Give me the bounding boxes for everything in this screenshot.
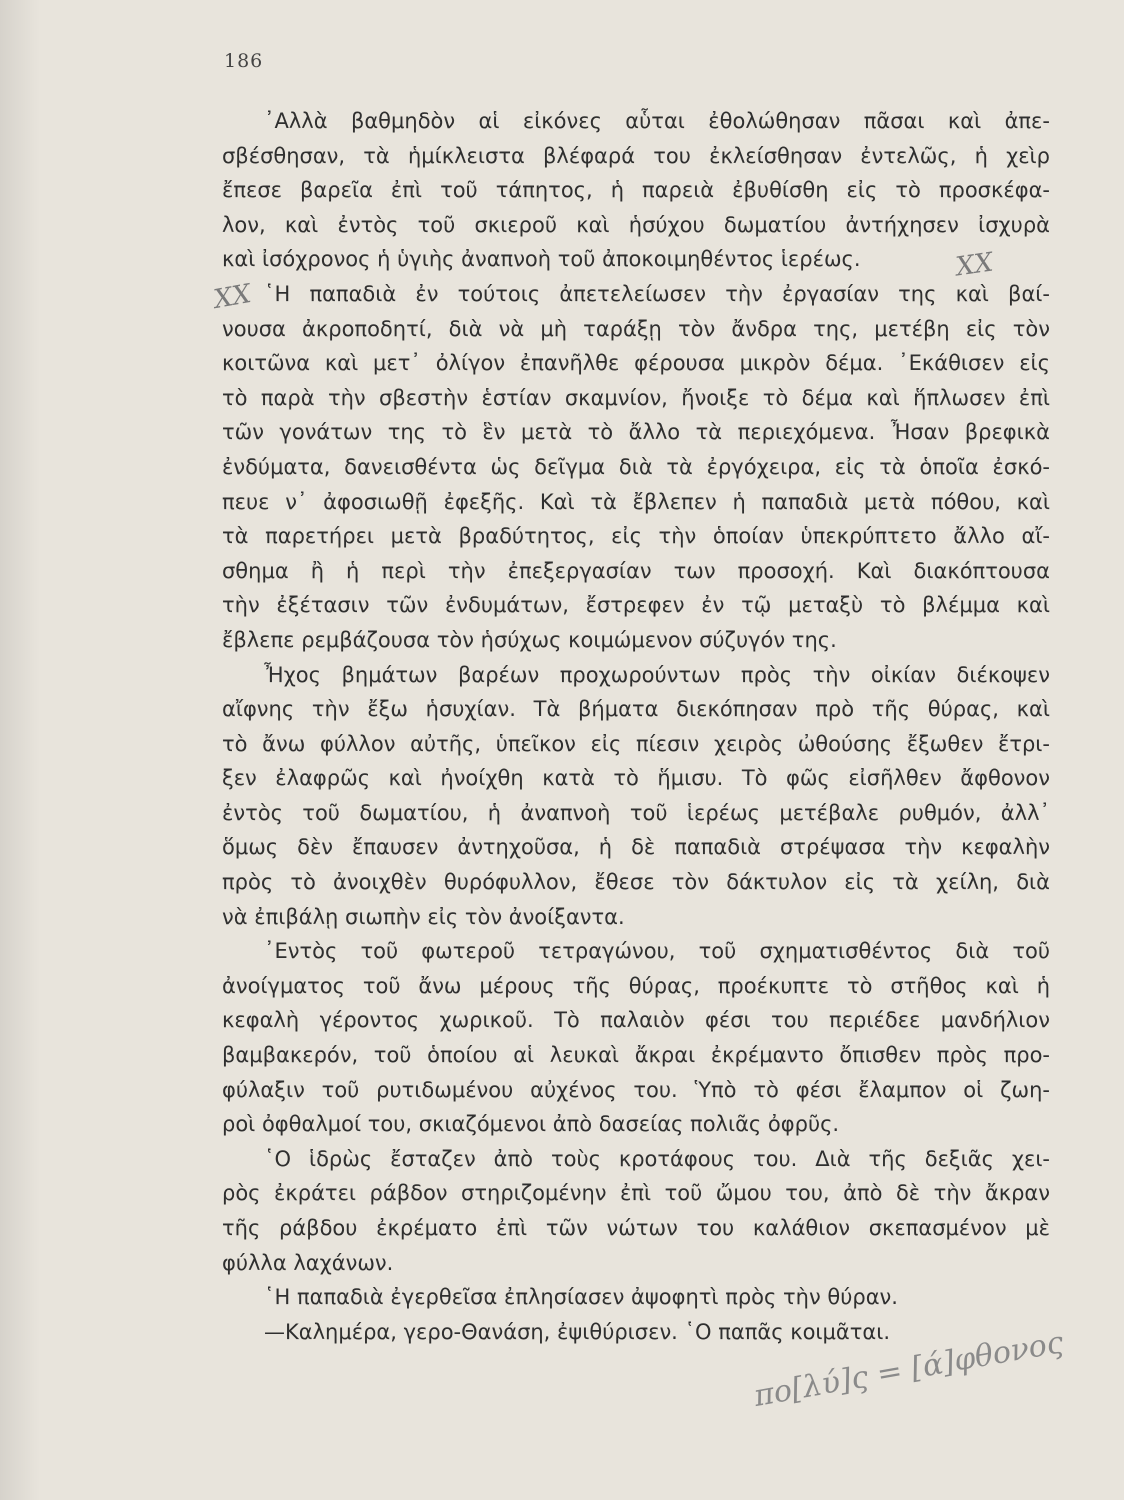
pencil-mark: XX [211, 279, 254, 315]
text-line: ῾Η παπαδιὰ ἐγερθεῖσα ἐπλησίασεν ἀψοφητὶ πρὸς τὴν θύραν. [264, 1285, 898, 1310]
text-line: ῾Η παπαδιὰ ἐν τούτοις ἀπετελείωσεν τὴν ἐργασίαν της καὶ βαί- [264, 281, 1050, 306]
text-line: ὅμως δὲν ἔπαυσεν ἀντηχοῦσα, ἡ δὲ παπαδιὰ στρέψασα τὴν κεφαλὴν [222, 835, 1050, 860]
handwritten-note: πο[λύ]ς = [ά]φθονος [751, 1325, 1067, 1414]
text-line: Ἦχος βημάτων βαρέων προχωρούντων πρὸς τὴν οἰκίαν διέκοψεν [264, 662, 1050, 687]
text-line: τὸ παρὰ τὴν σβεστὴν ἑστίαν σκαμνίον, ἤνοιξε τὸ δέμα καὶ ἥπλωσεν ἐπὶ [222, 385, 1050, 410]
text-line: αἴφνης τὴν ἔξω ἡσυχίαν. Τὰ βήματα διεκόπησαν πρὸ τῆς θύρας, καὶ [222, 697, 1050, 722]
text-line: ᾿Αλλὰ βαθμηδὸν αἱ εἰκόνες αὗται ἐθολώθησαν πᾶσαι καὶ ἀπε- [264, 109, 1050, 133]
text-line: ἔβλεπε ρεμβάζουσα τὸν ἡσύχως κοιμώμενον σύζυγόν της. [222, 627, 837, 652]
text-line: ἔπεσε βαρεῖα ἐπὶ τοῦ τάπητος, ἡ παρειὰ ἐβυθίσθη εἰς τὸ προσκέφα- [222, 178, 1050, 203]
text-line: ῾Ο ἱδρὼς ἔσταζεν ἀπὸ τοὺς κροτάφους του. Διὰ τῆς δεξιᾶς χει- [264, 1146, 1050, 1171]
text-line: τὸ ἄνω φύλλον αὐτῆς, ὑπεῖκον εἰς πίεσιν χειρὸς ὠθούσης ἔξωθεν ἔτρι- [222, 731, 1050, 756]
text-line: τῆς ράβδου ἐκρέματο ἐπὶ τῶν νώτων του καλάθιον σκεπασμένον μὲ [222, 1216, 1050, 1240]
text-line: τὴν ἐξέτασιν τῶν ἐνδυμάτων, ἔστρεφεν ἐν τῷ μεταξὺ τὸ βλέμμα καὶ [222, 593, 1050, 618]
text-line: ξεν ἐλαφρῶς καὶ ἠνοίχθη κατὰ τὸ ἥμισυ. Τὸ φῶς εἰσῆλθεν ἄφθονον [222, 766, 1050, 791]
text-line: ροὶ ὀφθαλμοί του, σκιαζόμενοι ἀπὸ δασείας πολιᾶς ὀφρῦς. [222, 1112, 840, 1137]
text-line: κεφαλὴ γέροντος χωρικοῦ. Τὸ παλαιὸν φέσι του περιέδεε μανδήλιον [222, 1008, 1050, 1033]
text-line: νουσα ἀκροποδητί, διὰ νὰ μὴ ταράξῃ τὸν ἄνδρα της, μετέβη εἰς τὸν [222, 316, 1050, 341]
text-line: πρὸς τὸ ἀνοιχθὲν θυρόφυλλον, ἔθεσε τὸν δάκτυλον εἰς τὰ χείλη, διὰ [222, 870, 1050, 895]
text-line: φύλλα λαχάνων. [222, 1250, 394, 1275]
text-line: καὶ ἰσόχρονος ἡ ὑγιὴς ἀναπνοὴ τοῦ ἀποκοιμηθέντος ἱερέως. [222, 247, 861, 272]
text-line: ᾿Εντὸς τοῦ φωτεροῦ τετραγώνου, τοῦ σχηματισθέντος διὰ τοῦ [264, 939, 1050, 964]
text-line: φύλαξιν τοῦ ρυτιδωμένου αὐχένος του. Ὑπὸ τὸ φέσι ἔλαμπον οἱ ζωη- [222, 1077, 1050, 1102]
text-line: ἐντὸς τοῦ δωματίου, ἡ ἀναπνοὴ τοῦ ἱερέως μετέβαλε ρυθμόν, ἀλλ᾿ [222, 800, 1050, 825]
text-line: τῶν γονάτων της τὸ ἓν μετὰ τὸ ἄλλο τὰ περιεχόμενα. Ἦσαν βρεφικὰ [222, 420, 1050, 445]
text-line: λον, καὶ ἐντὸς τοῦ σκιεροῦ καὶ ἡσύχου δωματίου ἀντήχησεν ἰσχυρὰ [222, 212, 1050, 237]
text-line: σθημα ἢ ἡ περὶ τὴν ἐπεξεργασίαν των προσοχή. Καὶ διακόπτουσα [222, 558, 1050, 583]
text-line: σβέσθησαν, τὰ ἡμίκλειστα βλέφαρά του ἐκλείσθησαν ἐντελῶς, ἡ χεὶρ [222, 143, 1050, 168]
text-line: —Καλημέρα, γερο-Θανάση, ἐψιθύρισεν. ῾Ο παπᾶς κοιμᾶται. [264, 1319, 891, 1344]
text-line: τὰ παρετήρει μετὰ βραδύτητος, εἰς τὴν ὁποίαν ὑπεκρύπτετο ἄλλο αἴ- [222, 524, 1050, 549]
text-line: ρὸς ἐκράτει ράβδον στηριζομένην ἐπὶ τοῦ ὤμου του, ἀπὸ δὲ τὴν ἄκραν [222, 1181, 1050, 1206]
text-line: ἀνοίγματος τοῦ ἄνω μέρους τῆς θύρας, προέκυπτε τὸ στῆθος καὶ ἡ [222, 973, 1050, 998]
body-text [222, 104, 1050, 1349]
text-line: νὰ ἐπιβάλῃ σιωπὴν εἰς τὸν ἀνοίξαντα. [222, 904, 625, 929]
pencil-mark: XX [954, 247, 995, 283]
text-line: ἐνδύματα, δανεισθέντα ὡς δεῖγμα διὰ τὰ ἐργόχειρα, εἰς τὰ ὁποῖα ἐσκό- [222, 454, 1050, 479]
text-line: κοιτῶνα καὶ μετ᾿ ὀλίγον ἐπανῆλθε φέρουσα μικρὸν δέμα. ᾿Εκάθισεν εἰς [222, 351, 1050, 376]
text-line: πευε ν᾿ ἀφοσιωθῇ ἐφεξῆς. Καὶ τὰ ἔβλεπεν ἡ παπαδιὰ μετὰ πόθου, καὶ [222, 489, 1050, 514]
page-number: 186 [224, 50, 264, 72]
text-line: βαμβακερόν, τοῦ ὁποίου αἱ λευκαὶ ἄκραι ἐκρέμαντο ὄπισθεν πρὸς προ- [222, 1043, 1050, 1068]
